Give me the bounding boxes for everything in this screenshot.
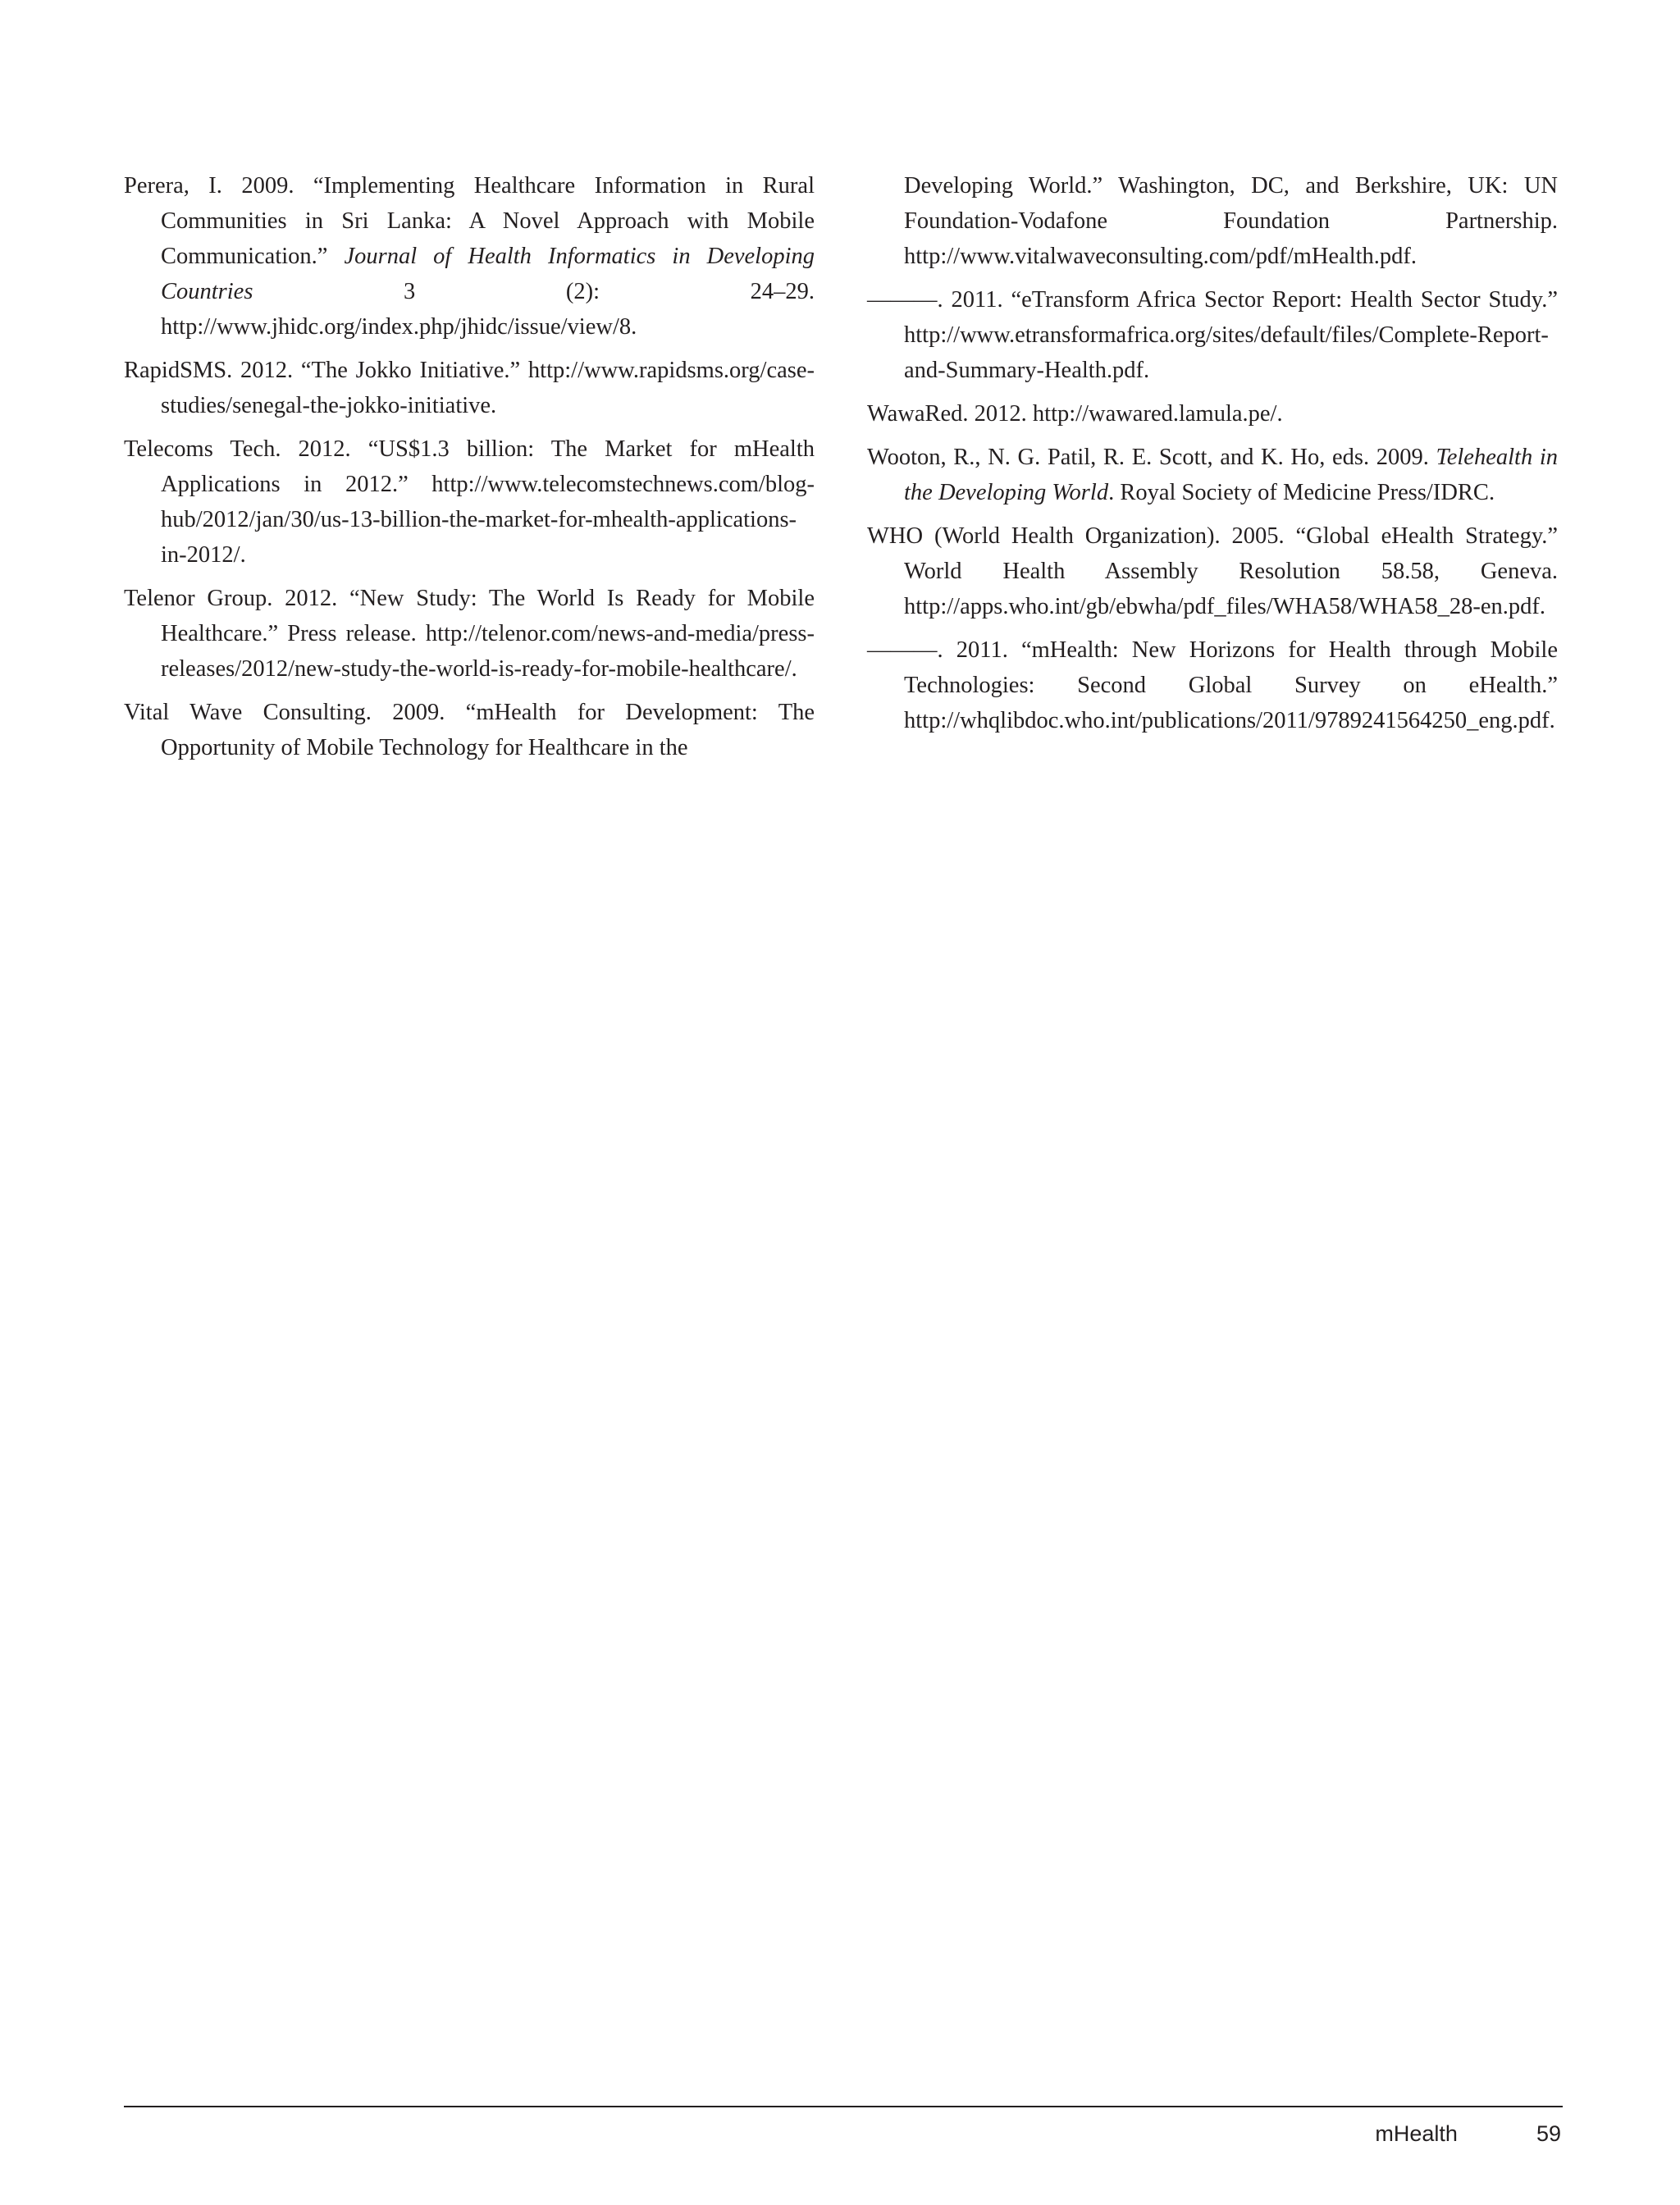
journal-title: Journal of Health Informatics in Developing Countries [161, 244, 815, 304]
reference-entry: RapidSMS. 2012. “The Jokko Initiative.” http://www.rapidsms.org/case-studies/senegal-the-jokko-initiative. [124, 358, 815, 418]
references-left-column [124, 168, 815, 774]
reference-entry: Vital Wave Consulting. 2009. “mHealth for Development: The Opportunity of Mobile Technology for Healthcare in the [124, 700, 815, 760]
running-footer-title: mHealth [1375, 2121, 1458, 2146]
reference-entry: Telecoms Tech. 2012. “US$1.3 billion: The Market for mHealth Applications in 2012.” http://www.telecomstechnews.com/blog-hub/2012/jan/30/us-13-billion-the-market-for-mhealth-applications-in-2012/. [124, 436, 815, 568]
footer-divider [124, 2106, 1563, 2107]
reference-entry: Perera, I. 2009. “Implementing Healthcare Information in Rural Communities in Sri Lanka: A Novel Approach with Mobile Communication.” Journal of Health Informatics in Developing Countries 3 (2): 24–29. http://www.jhidc.org/index.php/jhidc/issue/view/8. [124, 173, 815, 340]
reference-entry: WHO (World Health Organization). 2005. “Global eHealth Strategy.” World Health Assembly Resolution 58.58, Geneva. http://apps.who.int/gb/ebwha/pdf_files/WHA58/WHA58_28-en.pdf. [867, 523, 1558, 619]
page-footer [1375, 2121, 1561, 2147]
reference-entry: ———. 2011. “mHealth: New Horizons for Health through Mobile Technologies: Second Global Survey on eHealth.” http://whqlibdoc.who.int/publications/2011/9789241564250_eng.pdf. [867, 637, 1558, 733]
book-title: Telehealth in the Developing World [904, 445, 1558, 505]
reference-entry-continued: Developing World.” Washington, DC, and Berkshire, UK: UN Foundation-Vodafone Foundation Partnership. http://www.vitalwaveconsulting.com/pdf/mHealth.pdf. [904, 173, 1558, 269]
reference-entry: ———. 2011. “eTransform Africa Sector Report: Health Sector Study.” http://www.etransformafrica.org/sites/default/files/Complete-Report-and-Summary-Health.pdf. [867, 287, 1558, 383]
reference-entry: WawaRed. 2012. http://wawared.lamula.pe/. [867, 401, 1283, 427]
page-number: 59 [1536, 2121, 1561, 2146]
reference-entry: Telenor Group. 2012. “New Study: The World Is Ready for Mobile Healthcare.” Press release. http://telenor.com/news-and-media/press-releases/2012/new-study-the-world-is-ready-for-mobile-healthcare/. [124, 586, 815, 682]
reference-entry: Wooton, R., N. G. Patil, R. E. Scott, and K. Ho, eds. 2009. Telehealth in the Developing World. Royal Society of Medicine Press/IDRC. [867, 445, 1558, 505]
references-right-column [867, 168, 1558, 746]
